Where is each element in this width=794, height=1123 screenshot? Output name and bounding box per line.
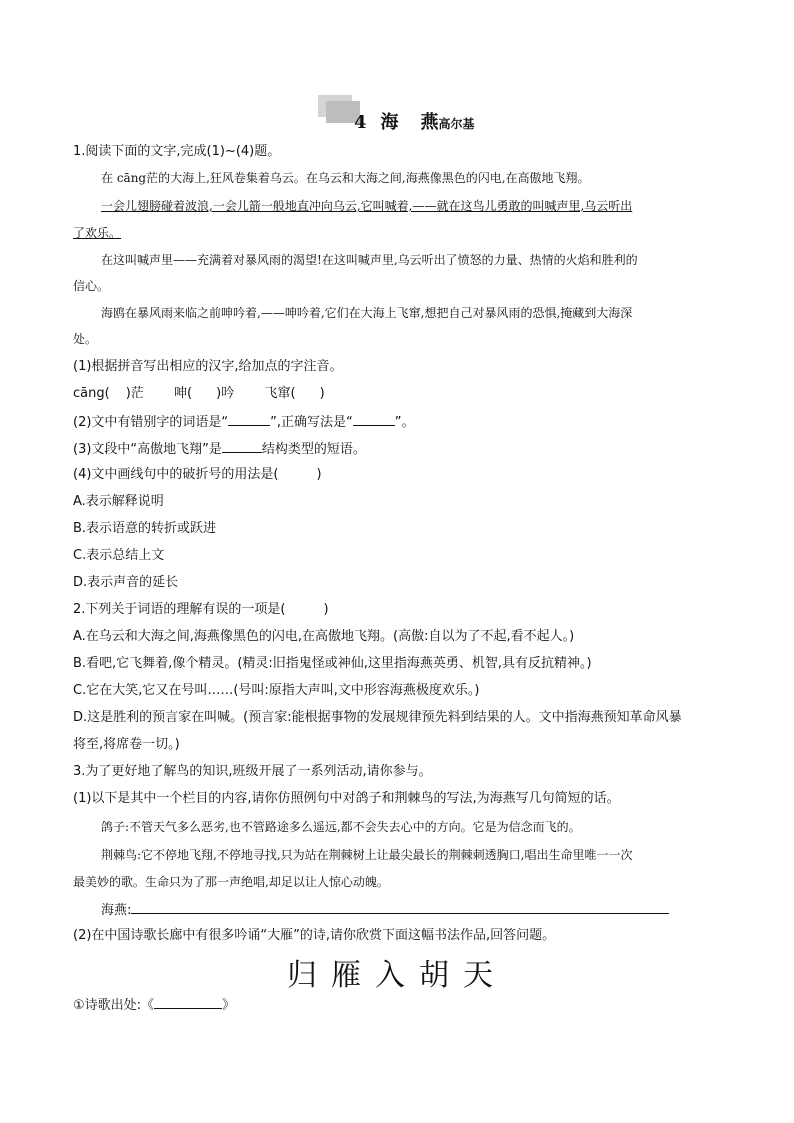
q2-option-d-line-1[interactable]: D.这是胜利的预言家在叫喊。(预言家:能根据事物的发展规律预先料到结果的人。文中指海燕预知革命风暴: [73, 710, 682, 725]
q2-stem-text-b: ): [323, 602, 329, 617]
petrel-answer-line: [101, 899, 669, 921]
pinyin-item-2-a: 呻(: [174, 386, 193, 401]
q1-sub4-text-b: ): [316, 467, 322, 482]
q2-stem-text-a: 2.下列关于词语的理解有误的一项是(: [73, 602, 286, 617]
option-d[interactable]: D.表示声音的延长: [73, 575, 179, 590]
thorn-bird-example-line-2: 最美妙的歌。生命只为了那一声绝唱,却足以让人惊心动魄。: [73, 875, 389, 889]
q1-sub2-text-c: ”。: [394, 415, 415, 430]
q1-sub2: [73, 411, 415, 433]
option-a[interactable]: A.表示解释说明: [73, 494, 164, 509]
q2-stem: [73, 600, 329, 620]
title-word-2: 燕: [420, 112, 439, 133]
answer-blank[interactable]: [353, 411, 395, 426]
q1-sub2-text-a: (2)文中有错别字的词语是“: [73, 415, 229, 430]
q2-option-c[interactable]: C.它在大笑,它又在号叫……(号叫:原指大声叫,文中形容海燕极度欢乐。): [73, 683, 480, 698]
pinyin-item-1-a: cāng(: [73, 386, 110, 401]
petrel-label: 海燕:: [101, 903, 132, 918]
passage-paragraph-2-line-1: 一会儿翅膀碰着波浪,一会儿箭一般地直冲向乌云,它叫喊着,——就在这鸟儿勇敢的叫喊声里,乌云听出: [101, 199, 633, 213]
q1-sub1-items: [73, 384, 325, 404]
title-block: [312, 93, 532, 133]
passage-paragraph-3-line-2: 信心。: [73, 279, 110, 293]
q1-sub4-text-a: (4)文中画线句中的破折号的用法是(: [73, 467, 279, 482]
q1-sub3-text-b: 结构类型的短语。: [261, 442, 366, 457]
petrel-answer-blank[interactable]: [131, 899, 669, 914]
option-b[interactable]: B.表示语意的转折或跃进: [73, 521, 217, 536]
pigeon-example: 鸽子:不管天气多么恶劣,也不管路途多么遥远,都不会失去心中的方向。它是为信念而飞的。: [101, 820, 581, 834]
q1-sub1: (1)根据拼音写出相应的汉字,给加点的字注音。: [73, 359, 343, 374]
title-word-1: 海: [380, 112, 399, 133]
q1-sub3: [73, 438, 366, 460]
q1-sub2-text-b: ”,正确写法是“: [270, 415, 353, 430]
q3-sub2-item-1: [73, 994, 235, 1016]
q2-option-b[interactable]: B.看吧,它飞舞着,像个精灵。(精灵:旧指鬼怪或神仙,这里指海燕英勇、机智,具有反抗精神。): [73, 656, 592, 671]
calligraphy-artwork: 归雁入胡天: [287, 958, 507, 993]
pinyin-item-3-a: 飞窜(: [264, 386, 296, 401]
pinyin-item-3-b: ): [319, 386, 325, 401]
author-name: 高尔基: [438, 117, 475, 131]
q3-stem: 3.为了更好地了解鸟的知识,班级开展了一系列活动,请你参与。: [73, 764, 432, 779]
q1-stem: 1.阅读下面的文字,完成(1)~(4)题。: [73, 144, 281, 159]
poem-source-label: ①诗歌出处:《: [73, 998, 155, 1013]
answer-blank[interactable]: [222, 438, 262, 453]
page-title: [354, 108, 475, 134]
pinyin-item-1-b: )茫: [125, 386, 144, 401]
q2-option-a[interactable]: A.在乌云和大海之间,海燕像黑色的闪电,在高傲地飞翔。(高傲:自以为了不起,看不起人。): [73, 629, 575, 644]
q2-option-d-line-2: 将至,将席卷一切。): [73, 737, 180, 752]
q3-sub2: (2)在中国诗歌长廊中有很多吟诵“大雁”的诗,请你欣赏下面这幅书法作品,回答问题。: [73, 928, 556, 943]
poem-source-blank[interactable]: [154, 994, 222, 1009]
lesson-number: 4: [354, 112, 367, 133]
passage-paragraph-2-line-2: 了欢乐。: [73, 226, 122, 240]
passage-paragraph-3-line-1: 在这叫喊声里——充满着对暴风雨的渴望!在这叫喊声里,乌云听出了愤怒的力量、热情的火焰和胜利的: [101, 253, 638, 267]
thorn-bird-example-line-1: 荆棘鸟:它不停地飞翔,不停地寻找,只为站在荆棘树上让最尖最长的荆棘刺透胸口,唱出生命里唯一一次: [101, 848, 633, 862]
passage-paragraph-1: 在 cāng茫的大海上,狂风卷集着乌云。在乌云和大海之间,海燕像黑色的闪电,在高傲地飞翔。: [101, 171, 590, 185]
poem-source-close: 》: [222, 998, 236, 1013]
answer-blank[interactable]: [228, 411, 270, 426]
passage-paragraph-4-line-1: 海鸥在暴风雨来临之前呻吟着,——呻吟着,它们在大海上飞窜,想把自己对暴风雨的恐惧,掩藏到大海深: [101, 306, 633, 320]
q3-sub1: (1)以下是其中一个栏目的内容,请你仿照例句中对鸽子和荆棘鸟的写法,为海燕写几句简短的话。: [73, 791, 620, 806]
option-c[interactable]: C.表示总结上文: [73, 548, 165, 563]
q1-sub3-text-a: (3)文段中“高傲地飞翔”是: [73, 442, 222, 457]
passage-paragraph-4-line-2: 处。: [73, 332, 98, 346]
q1-sub4: [73, 465, 322, 485]
pinyin-item-2-b: )吟: [216, 386, 235, 401]
